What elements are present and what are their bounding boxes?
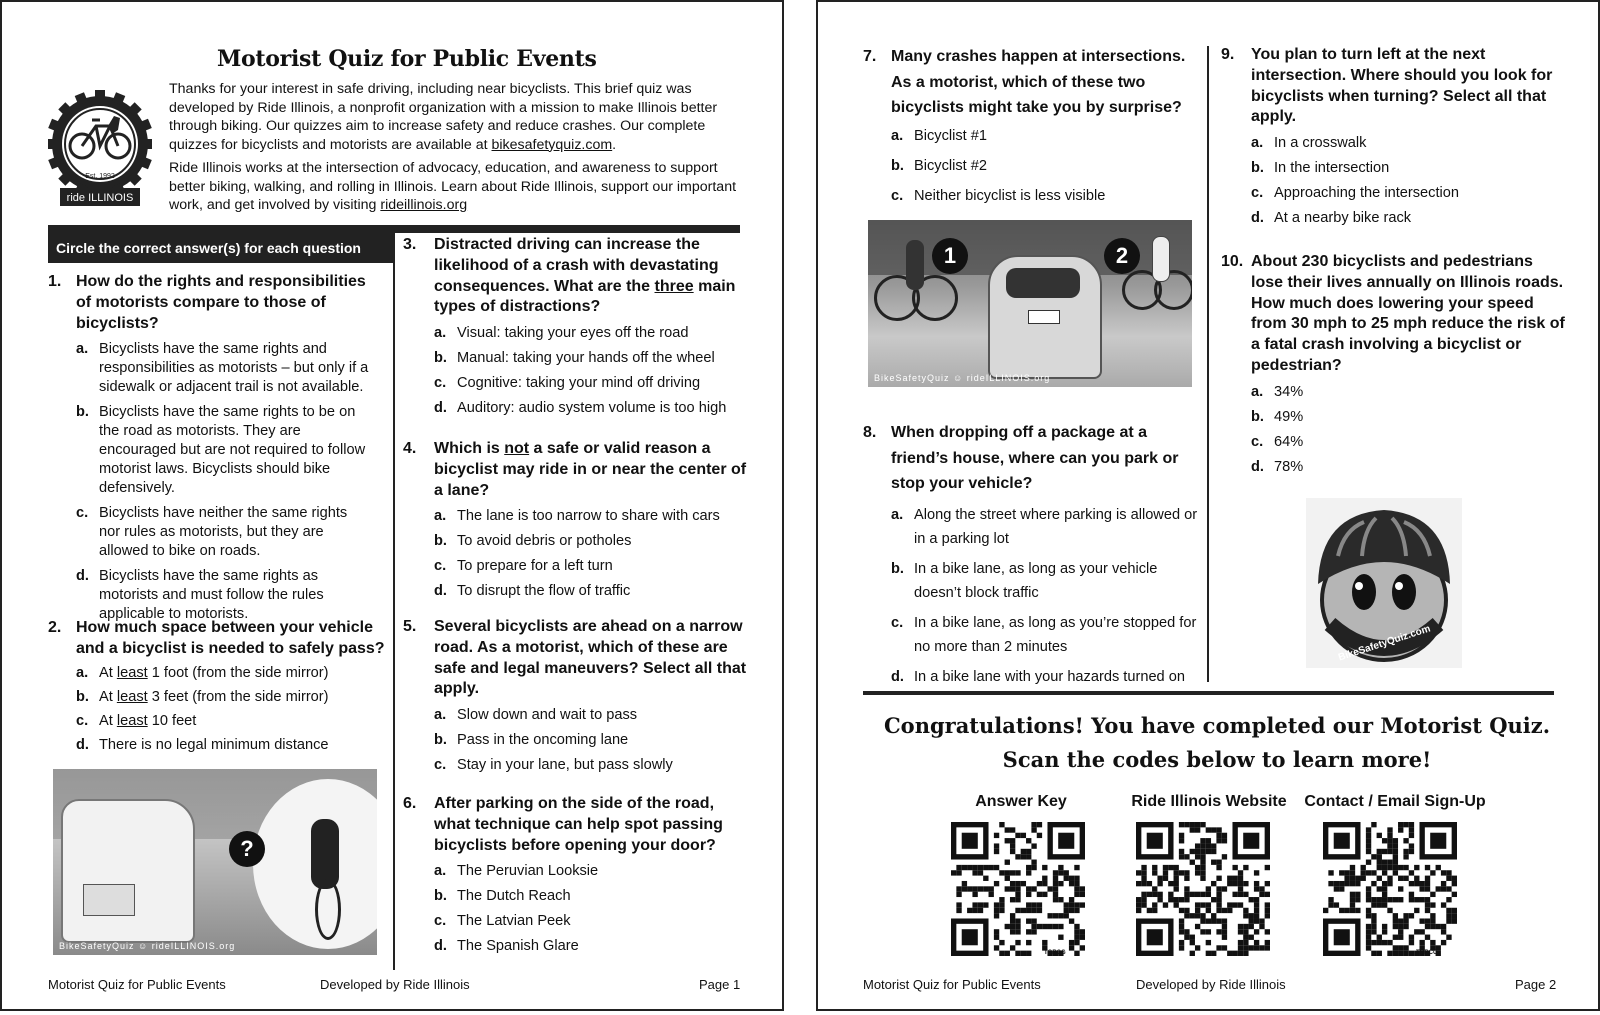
- option-letter: b.: [1251, 408, 1264, 425]
- option-text: The Dutch Reach: [457, 888, 571, 905]
- answer-option[interactable]: [434, 399, 748, 418]
- intro-paragraph-2: [169, 159, 749, 215]
- question-text: After parking on the side of the road, what technique can help spot passing bicyclists before opening your door?: [434, 795, 723, 854]
- option-letter: b.: [1251, 160, 1264, 177]
- option-letter: c.: [434, 757, 447, 774]
- scan-codes-heading: Scan the codes below to learn more!: [1002, 747, 1432, 772]
- option-text: There is no legal minimum distance: [99, 736, 329, 753]
- option-letter: c.: [434, 913, 447, 930]
- intersection-bicyclists-photo: [868, 220, 1192, 387]
- bicyclist-1-marker: 1: [932, 238, 968, 274]
- answer-key-label: Answer Key: [975, 793, 1067, 810]
- question-10: [1221, 252, 1566, 483]
- option-text: The lane is too narrow to share with cars: [457, 508, 720, 525]
- option-text: At least 10 feet: [99, 712, 197, 729]
- option-letter: a.: [434, 508, 447, 525]
- answer-option[interactable]: [434, 731, 748, 750]
- intro-text-end: .: [612, 136, 617, 153]
- question-text: Several bicyclists are ahead on a narrow road. As a motorist, which of these are safe and legal maneuvers? Select all that apply.: [434, 618, 747, 698]
- answer-option[interactable]: [1251, 408, 1566, 427]
- option-text: In a crosswalk: [1274, 135, 1367, 152]
- photo-watermark: BikeSafetyQuiz ☺ rideILLINOIS.org: [874, 373, 1051, 383]
- intro-text: Ride Illinois works at the intersection of advocacy, education, and awareness to support better biking, walking, and rolling in Illinois. Learn about Ride Illinois, support our important work, and get involved by visiting: [169, 160, 737, 214]
- quiz-page-1: [0, 0, 784, 1011]
- answer-option[interactable]: [1251, 458, 1566, 477]
- option-letter: c.: [76, 712, 89, 729]
- answer-option[interactable]: [434, 706, 748, 725]
- question-number: 9.: [1221, 46, 1235, 63]
- question-number: 8.: [863, 424, 877, 441]
- option-text: Approaching the intersection: [1274, 185, 1459, 202]
- option-text: In a bike lane, as long as you’re stopped for no more than 2 minutes: [914, 614, 1197, 655]
- answer-option[interactable]: [1251, 159, 1566, 178]
- helmet-mascot-icon: [1304, 496, 1464, 670]
- website-qr-code[interactable]: [1136, 822, 1270, 956]
- option-text: The Latvian Peek: [457, 913, 571, 930]
- question-3: [403, 235, 748, 424]
- option-text: Pass in the oncoming lane: [457, 732, 629, 749]
- option-letter: b.: [434, 732, 447, 749]
- answer-option[interactable]: [434, 324, 748, 343]
- option-text: Bicyclist #2: [914, 157, 987, 174]
- question-text: How much space between your vehicle and a bicyclist is needed to safely pass?: [76, 619, 385, 657]
- option-text: Along the street where parking is allowed or in a parking lot: [914, 506, 1198, 547]
- question-text: You plan to turn left at the next intersection. Where should you look for bicyclists when turning? Select all that apply.: [1251, 46, 1553, 126]
- option-text: Cognitive: taking your mind off driving: [457, 375, 701, 392]
- option-text: Bicyclists have the same rights to be on the road as motorists. They are encouraged but are not required to follow motorist laws. Bicyclists should bike defensively.: [99, 404, 366, 497]
- option-letter: c.: [434, 375, 447, 392]
- question-8: [863, 420, 1203, 695]
- option-text: Bicyclist #1: [914, 127, 987, 144]
- congratulations-heading: Congratulations! You have completed our Motorist Quiz.: [883, 713, 1551, 738]
- option-text: 34%: [1274, 383, 1304, 400]
- answer-option[interactable]: [76, 403, 384, 498]
- question-1: [48, 272, 384, 630]
- answer-option[interactable]: [891, 557, 1203, 605]
- option-text: Bicyclists have the same rights as motorists and must follow the rules applicable to motorists.: [99, 568, 324, 623]
- option-letter: a.: [434, 707, 447, 724]
- question-mark-icon: ?: [229, 831, 265, 867]
- option-text: Slow down and wait to pass: [457, 707, 638, 724]
- option-letter: c.: [434, 558, 447, 575]
- option-text: Neither bicyclist is less visible: [914, 187, 1106, 204]
- answer-option[interactable]: [434, 912, 748, 931]
- option-letter: b.: [434, 888, 447, 905]
- option-text: To avoid debris or potholes: [457, 533, 632, 550]
- option-letter: a.: [1251, 135, 1264, 152]
- option-letter: c.: [76, 505, 89, 522]
- question-text: Distracted driving can increase the likelihood of a crash with devastating consequences. What are the three main types of distractions?: [434, 236, 736, 316]
- option-letter: b.: [891, 560, 904, 577]
- answer-option[interactable]: [434, 374, 748, 393]
- question-number: 3.: [403, 236, 417, 253]
- answer-option[interactable]: [1251, 433, 1566, 452]
- option-text: The Spanish Glare: [457, 938, 579, 955]
- option-letter: b.: [434, 350, 447, 367]
- option-text: Auditory: audio system volume is too high: [457, 400, 727, 417]
- option-letter: d.: [434, 938, 447, 955]
- answer-option[interactable]: [891, 665, 1203, 689]
- answer-option[interactable]: [891, 187, 1203, 206]
- option-letter: d.: [434, 400, 447, 417]
- option-text: Visual: taking your eyes off the road: [457, 325, 689, 342]
- website-label: Ride Illinois Website: [1131, 793, 1287, 810]
- answer-option[interactable]: [76, 688, 388, 707]
- answer-option[interactable]: [1251, 134, 1566, 153]
- answer-option[interactable]: [434, 887, 748, 906]
- option-letter: a.: [1251, 383, 1264, 400]
- question-text: About 230 bicyclists and pedestrians lose their lives annually on Illinois roads. How much does lowering your speed from 30 mph to 25 mph reduce the risk of a fatal crash involving a bicyclist or pedestrian?: [1251, 253, 1565, 374]
- option-text: The Peruvian Looksie: [457, 863, 599, 880]
- option-text: In the intersection: [1274, 160, 1390, 177]
- option-letter: d.: [434, 583, 447, 600]
- question-7: [863, 44, 1203, 217]
- answer-option[interactable]: [434, 756, 748, 775]
- qr-generator-tag: TQRCG: [1044, 950, 1066, 956]
- answer-option[interactable]: [76, 736, 388, 755]
- answer-option[interactable]: [891, 157, 1203, 176]
- question-text: When dropping off a package at a friend’s house, where can you park or stop your vehicle?: [891, 424, 1179, 493]
- answer-option[interactable]: [76, 504, 384, 561]
- answer-option[interactable]: [76, 664, 388, 683]
- option-text: In a bike lane, as long as your vehicle doesn’t block traffic: [914, 560, 1158, 601]
- question-number: 2.: [48, 619, 62, 636]
- option-text: 49%: [1274, 408, 1304, 425]
- answer-option[interactable]: [891, 611, 1203, 659]
- answer-option[interactable]: [1251, 184, 1566, 203]
- option-text: Bicyclists have neither the same rights nor rules as motorists, but they are allowed to bike on roads.: [99, 505, 348, 560]
- footer-title: Motorist Quiz for Public Events: [48, 977, 226, 992]
- option-text: At a nearby bike rack: [1274, 210, 1412, 227]
- ride-illinois-logo: [48, 86, 152, 210]
- option-text: At least 3 feet (from the side mirror): [99, 688, 329, 705]
- answer-option[interactable]: [434, 507, 748, 526]
- question-2: [48, 618, 388, 760]
- footer-credit: Developed by Ride Illinois: [320, 977, 470, 992]
- answer-option[interactable]: [434, 937, 748, 956]
- contact-signup-qr-code[interactable]: [1323, 822, 1457, 956]
- question-number: 7.: [863, 48, 877, 65]
- question-6: [403, 794, 748, 962]
- intro-text: Thanks for your interest in safe driving, including near bicyclists. This brief quiz was developed by Ride Illinois, a nonprofit organization with a mission to make Illinois better through biking. Our quizzes aim to increase safety and reduce crashes. Our complete quizzes for bicyclists and motorists are available at: [169, 81, 718, 153]
- svg-text:ride ILLINOIS: ride ILLINOIS: [66, 192, 134, 204]
- option-text: 64%: [1274, 433, 1304, 450]
- option-letter: d.: [76, 568, 89, 585]
- answer-option[interactable]: [76, 340, 384, 397]
- option-text: To disrupt the flow of traffic: [457, 583, 631, 600]
- bikesafetyquiz-link[interactable]: bikesafetyquiz.com: [491, 136, 613, 153]
- option-letter: b.: [891, 157, 904, 174]
- option-letter: b.: [76, 688, 89, 705]
- question-number: 1.: [48, 273, 62, 290]
- question-text: Which is not a safe or valid reason a bicyclist may ride in or near the center of a lane?: [434, 440, 747, 499]
- qr-generator-tag: TQRCG: [1416, 950, 1438, 956]
- option-letter: a.: [891, 127, 904, 144]
- answer-option[interactable]: [434, 582, 748, 601]
- question-9: [1221, 45, 1566, 234]
- page-title: Motorist Quiz for Public Events: [217, 46, 597, 72]
- option-letter: d.: [76, 736, 89, 753]
- instruction-banner: Circle the correct answer(s) for each question: [48, 233, 394, 263]
- question-5: [403, 617, 748, 781]
- question-text: Many crashes happen at intersections. As a motorist, which of these two bicyclists might take you by surprise?: [891, 48, 1186, 117]
- contact-signup-label: Contact / Email Sign-Up: [1304, 793, 1486, 810]
- svg-text:Est. 1992: Est. 1992: [85, 173, 115, 180]
- option-letter: a.: [891, 506, 904, 523]
- answer-option[interactable]: [1251, 383, 1566, 402]
- option-letter: d.: [1251, 210, 1264, 227]
- option-text: Bicyclists have the same rights and responsibilities as motorists – but only if a sidewalk or adjacent trail is not available.: [99, 341, 369, 396]
- option-letter: a.: [76, 341, 89, 358]
- question-4: [403, 439, 748, 607]
- option-letter: b.: [434, 533, 447, 550]
- footer-page-number: Page 1: [699, 977, 741, 992]
- option-text: 78%: [1274, 458, 1304, 475]
- bicyclist-2-marker: 2: [1104, 238, 1140, 274]
- option-letter: d.: [891, 668, 904, 685]
- passing-bicyclist-photo: [53, 769, 377, 955]
- option-text: In a bike lane with your hazards turned on: [914, 668, 1185, 685]
- option-letter: c.: [1251, 433, 1264, 450]
- option-text: Manual: taking your hands off the wheel: [457, 350, 715, 367]
- photo-watermark: BikeSafetyQuiz ☺ rideILLINOIS.org: [59, 941, 236, 951]
- option-letter: a.: [434, 325, 447, 342]
- option-letter: a.: [76, 664, 89, 681]
- footer-credit: Developed by Ride Illinois: [1136, 977, 1286, 992]
- question-number: 10.: [1221, 253, 1244, 270]
- answer-option[interactable]: [76, 712, 388, 731]
- question-number: 4.: [403, 440, 417, 457]
- option-letter: b.: [76, 404, 89, 421]
- answer-option[interactable]: [891, 127, 1203, 146]
- question-number: 5.: [403, 618, 417, 635]
- question-number: 6.: [403, 795, 417, 812]
- answer-option[interactable]: [891, 503, 1203, 551]
- rideillinois-link[interactable]: rideillinois.org: [380, 197, 468, 214]
- column-divider: [1207, 46, 1209, 682]
- answer-option[interactable]: [434, 862, 748, 881]
- option-text: At least 1 foot (from the side mirror): [99, 664, 329, 681]
- section-divider: [48, 225, 740, 233]
- option-text: Stay in your lane, but pass slowly: [457, 757, 673, 774]
- column-divider: [393, 233, 395, 970]
- option-letter: c.: [891, 614, 904, 631]
- answer-option[interactable]: [434, 557, 748, 576]
- option-text: To prepare for a left turn: [457, 558, 613, 575]
- footer-page-number: Page 2: [1515, 977, 1557, 992]
- option-letter: c.: [1251, 185, 1264, 202]
- quiz-page-2: [816, 0, 1600, 1011]
- answer-key-qr-code[interactable]: [951, 822, 1085, 956]
- answer-option[interactable]: [434, 349, 748, 368]
- option-letter: d.: [1251, 458, 1264, 475]
- footer-title: Motorist Quiz for Public Events: [863, 977, 1041, 992]
- option-letter: a.: [434, 863, 447, 880]
- svg-text:BikeSafetyQuiz.com: BikeSafetyQuiz.com: [1337, 623, 1432, 664]
- answer-option[interactable]: [1251, 209, 1566, 228]
- answer-option[interactable]: [76, 567, 384, 624]
- option-letter: c.: [891, 187, 904, 204]
- intro-paragraph-1: [169, 80, 749, 154]
- answer-option[interactable]: [434, 532, 748, 551]
- question-text: How do the rights and responsibilities of motorists compare to those of bicyclists?: [76, 273, 366, 332]
